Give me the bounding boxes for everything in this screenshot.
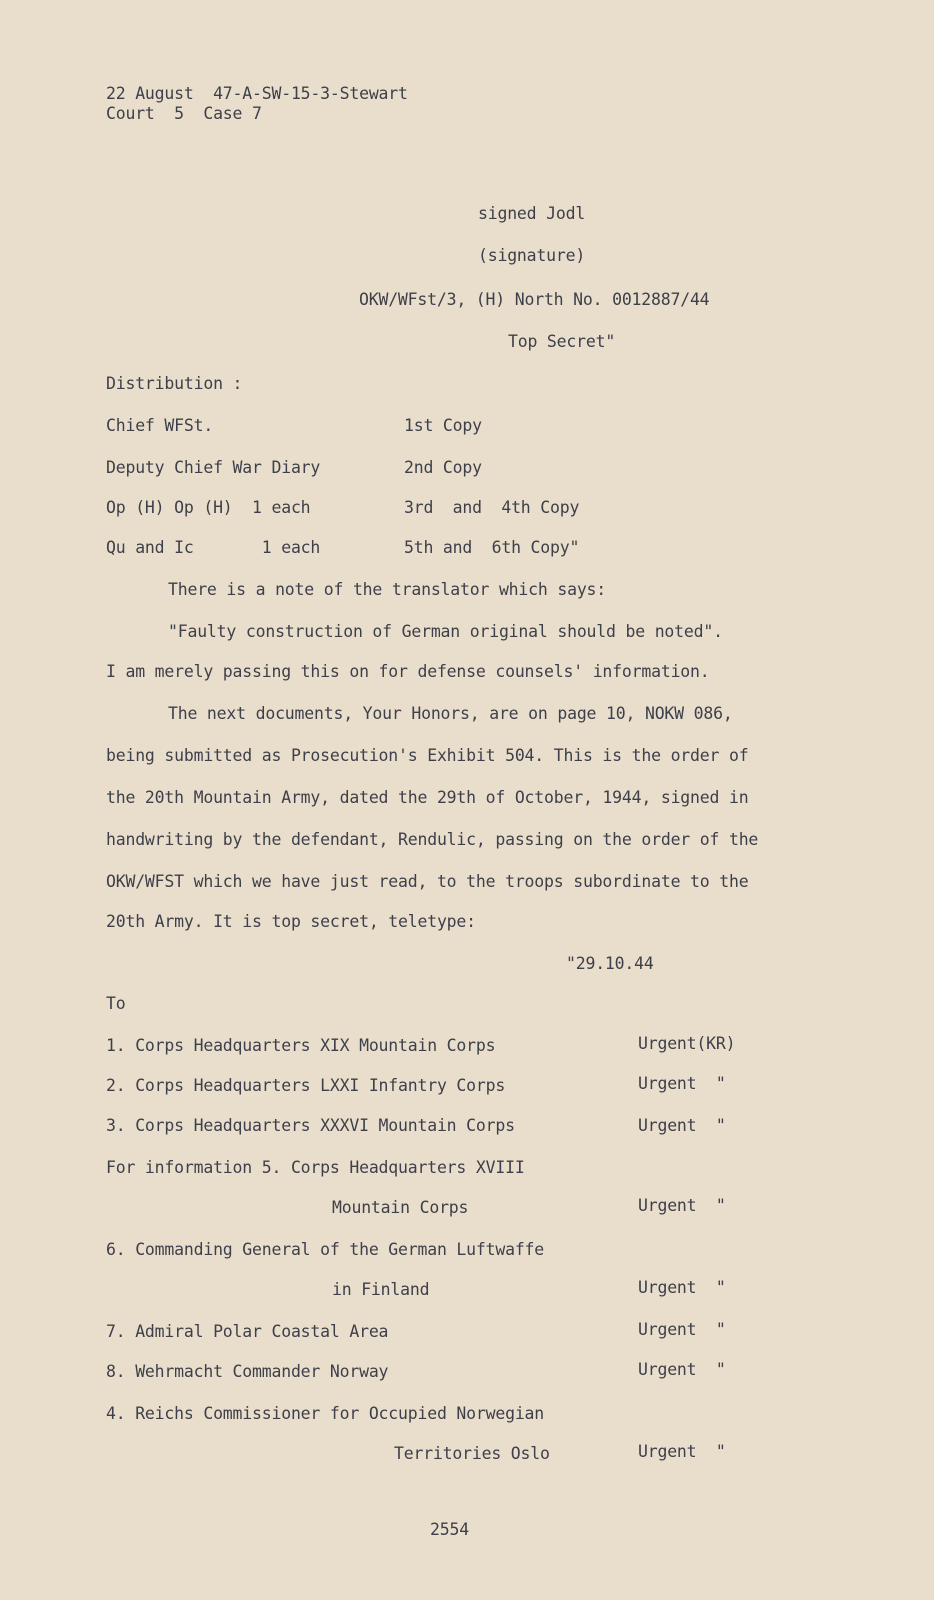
paragraph-line: handwriting by the defendant, Rendulic, passing on the order of the [106, 830, 759, 849]
recipient-status: Urgent " [638, 1196, 726, 1215]
header-court-case: Court 5 Case 7 [106, 104, 262, 123]
distribution-copy: 5th and 6th Copy" [404, 538, 580, 557]
recipient-status: Urgent(KR) [638, 1034, 736, 1053]
recipient-status: Urgent " [638, 1074, 726, 1093]
teletype-to: To [106, 994, 126, 1013]
recipient-status: Urgent " [638, 1116, 726, 1135]
recipient-status: Urgent " [638, 1360, 726, 1379]
paragraph-translator-note: There is a note of the translator which says: [168, 580, 607, 599]
recipient-name: For information 5. Corps Headquarters XVIII [106, 1158, 525, 1177]
distribution-recipient: Deputy Chief War Diary [106, 458, 321, 477]
recipient-name: Territories Oslo [394, 1444, 550, 1463]
recipient-name: Mountain Corps [332, 1198, 469, 1217]
header-docket: 22 August 47-A-SW-15-3-Stewart [106, 84, 408, 103]
recipient-status: Urgent " [638, 1320, 726, 1339]
recipient-name: 7. Admiral Polar Coastal Area [106, 1322, 389, 1341]
recipient-name: 6. Commanding General of the German Luftwaffe [106, 1240, 545, 1259]
recipient-status: Urgent " [638, 1442, 726, 1461]
paragraph-line: being submitted as Prosecution's Exhibit 504. This is the order of [106, 746, 749, 765]
paragraph-line: 20th Army. It is top secret, teletype: [106, 912, 476, 931]
paragraph-line: the 20th Mountain Army, dated the 29th of October, 1944, signed in [106, 788, 749, 807]
closing-reference: OKW/WFst/3, (H) North No. 0012887/44 [359, 290, 710, 309]
recipient-name: 4. Reichs Commissioner for Occupied Norwegian [106, 1404, 545, 1423]
recipient-name: 8. Wehrmacht Commander Norway [106, 1362, 389, 1381]
closing-signature: (signature) [478, 246, 586, 265]
distribution-copy: 2nd Copy [404, 458, 482, 477]
distribution-copy: 1st Copy [404, 416, 482, 435]
distribution-title: Distribution : [106, 374, 243, 393]
paragraph-quote: "Faulty construction of German original should be noted". [168, 622, 723, 641]
recipient-name: 1. Corps Headquarters XIX Mountain Corps [106, 1036, 496, 1055]
closing-signed: signed Jodl [478, 204, 586, 223]
distribution-recipient: Chief WFSt. [106, 416, 214, 435]
teletype-date: "29.10.44 [566, 954, 654, 973]
paragraph-passing: I am merely passing this on for defense counsels' information. [106, 662, 710, 681]
closing-classification: Top Secret" [508, 332, 616, 351]
recipient-name: 3. Corps Headquarters XXXVI Mountain Corps [106, 1116, 515, 1135]
distribution-recipient: Qu and Ic 1 each [106, 538, 321, 557]
distribution-copy: 3rd and 4th Copy [404, 498, 580, 517]
paragraph-line: OKW/WFST which we have just read, to the troops subordinate to the [106, 872, 749, 891]
recipient-name: in Finland [332, 1280, 430, 1299]
recipient-status: Urgent " [638, 1278, 726, 1297]
paragraph-line: The next documents, Your Honors, are on page 10, NOKW 086, [168, 704, 733, 723]
distribution-recipient: Op (H) Op (H) 1 each [106, 498, 311, 517]
recipient-name: 2. Corps Headquarters LXXI Infantry Corps [106, 1076, 506, 1095]
page-number: 2554 [430, 1520, 469, 1539]
